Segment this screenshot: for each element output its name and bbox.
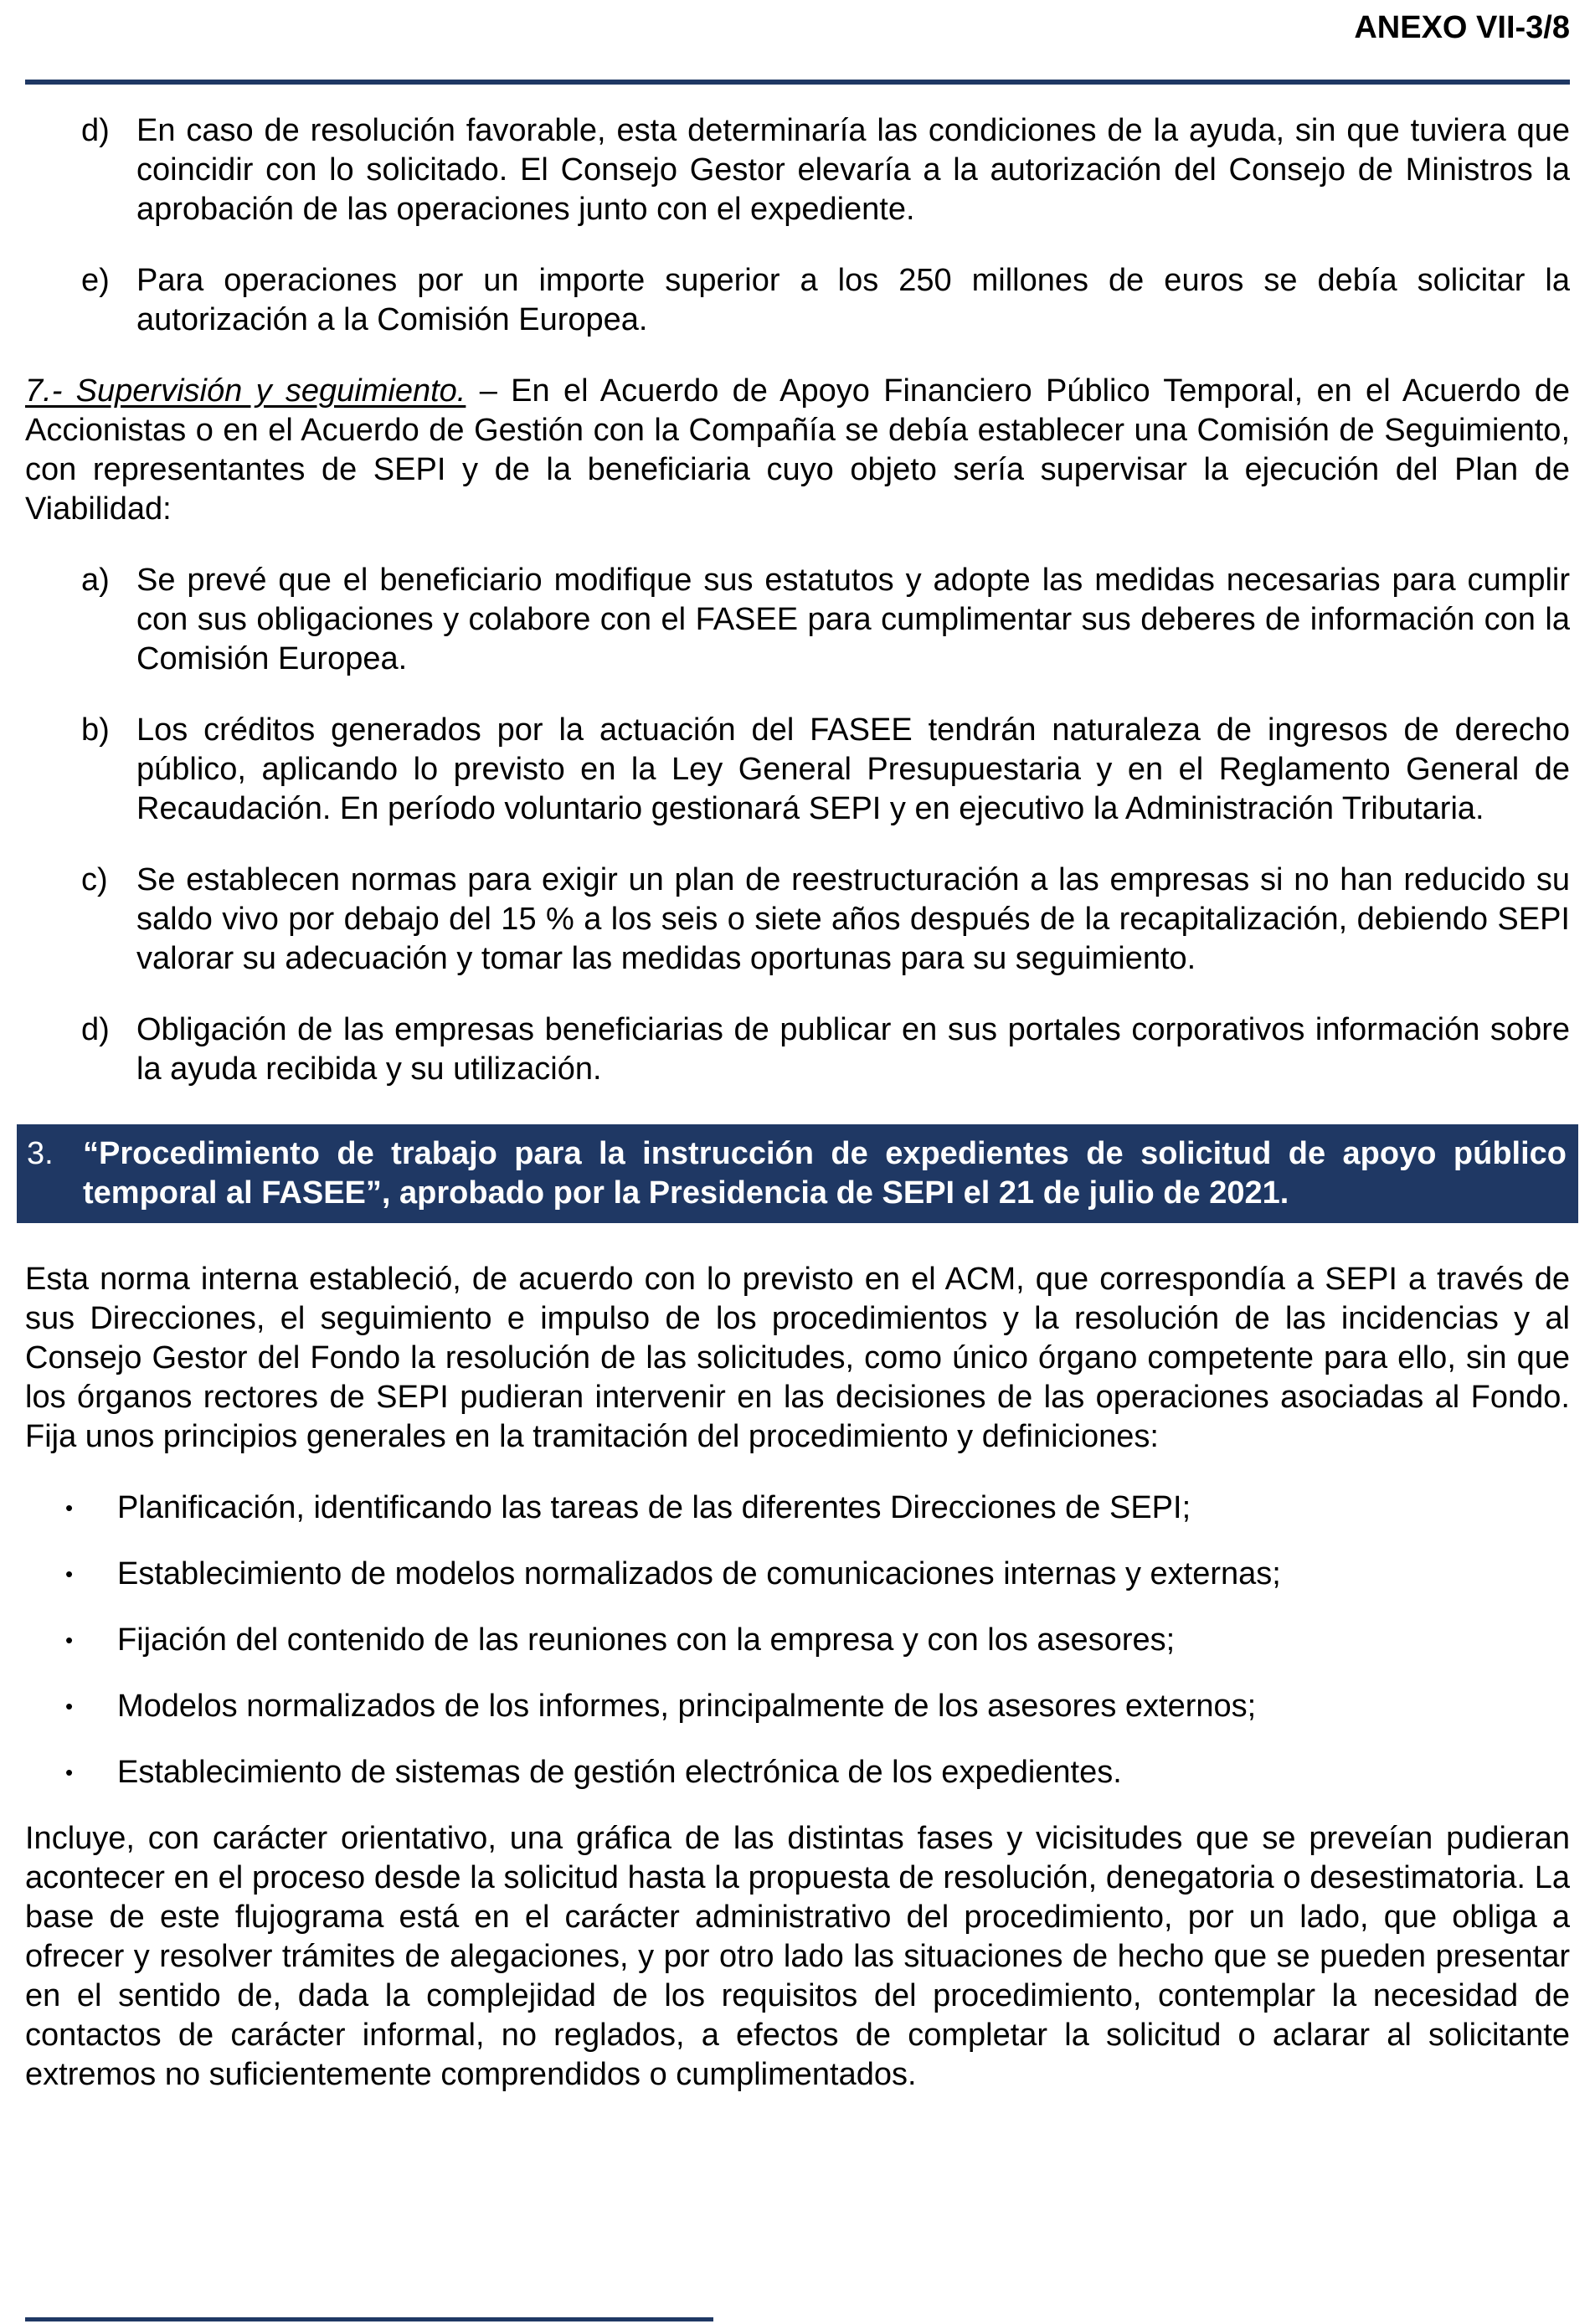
- bullet-item: [25, 1687, 1570, 1726]
- list-text: Obligación de las empresas beneficiarias de publicar en sus portales corporativos información sobre la ayuda recibida y su utilización.: [136, 1012, 1570, 1087]
- list-item-e: [25, 261, 1570, 340]
- bullet-icon: •: [65, 1627, 74, 1653]
- list-item-b: [25, 711, 1570, 829]
- banner-title-rest: , aprobado por la Presidencia de SEPI el 21 de julio de 2021.: [381, 1175, 1289, 1211]
- list-marker: e): [81, 263, 110, 298]
- list-marker: d): [81, 113, 110, 148]
- list-marker: d): [81, 1012, 110, 1047]
- bullet-text: Establecimiento de modelos normalizados de comunicaciones internas y externas;: [117, 1556, 1281, 1591]
- bullet-text: Modelos normalizados de los informes, principalmente de los asesores externos;: [117, 1689, 1257, 1724]
- list-text: Se prevé que el beneficiario modifique sus estatutos y adopte las medidas necesarias para cumplir con sus obligaciones y colabore con el FASEE para cumplimentar sus deberes de información con la Comisión Europea.: [136, 563, 1570, 676]
- bullet-icon: •: [65, 1561, 74, 1586]
- list-item-c: [25, 861, 1570, 979]
- footer-rule: [25, 2317, 713, 2321]
- banner-title: [83, 1134, 1567, 1213]
- final-paragraph: Incluye, con carácter orientativo, una gráfica de las distintas fases y vicisitudes que se preveían pudieran acontecer en el proceso desde la solicitud hasta la propuesta de resolución, denegatoria o desestimatoria. La base de este flujograma está en el carácter administrativo del procedimiento, por un lado, que obliga a ofrecer y resolver trámites de alegaciones, y por otro lado las situaciones de hecho que se pueden presentar en el sentido de, dada la complejidad de los requisitos del procedimiento, contemplar la necesidad de contactos de carácter informal, no reglados, a efectos de completar la solicitud o aclarar al solicitante extremos no suficientemente comprendidos o cumplimentados.: [25, 1821, 1570, 2092]
- bullet-text: Establecimiento de sistemas de gestión electrónica de los expedientes.: [117, 1755, 1122, 1790]
- annex-label: ANEXO VII-3/8: [1354, 10, 1570, 45]
- bullet-text: Planificación, identificando las tareas de las diferentes Direcciones de SEPI;: [117, 1490, 1191, 1525]
- section-7-separator: –: [466, 373, 512, 409]
- list-marker: c): [81, 862, 108, 897]
- list-item-d2: [25, 1010, 1570, 1089]
- page-header: [25, 0, 1570, 48]
- list-item-d: [25, 111, 1570, 229]
- section-7-heading: 7.- Supervisión y seguimiento.: [25, 373, 466, 409]
- list-text: Los créditos generados por la actuación del FASEE tendrán naturaleza de ingresos de derecho público, aplicando lo previsto en la Ley General Presupuestaria y en el Reglamento General de Recaudación. En período voluntario gestionará SEPI y en ejecutivo la Administración Tributaria.: [136, 712, 1570, 826]
- section-7-body: En el Acuerdo de Apoyo Financiero Público Temporal, en el Acuerdo de Accionistas o en el Acuerdo de Gestión con la Compañía se debía establecer una Comisión de Seguimiento, con representantes de SEPI y de la beneficiaria cuyo objeto sería supervisar la ejecución del Plan de Viabilidad:: [25, 373, 1571, 527]
- bullet-item: [25, 1753, 1570, 1792]
- list-marker: b): [81, 712, 110, 748]
- bullet-icon: •: [65, 1760, 74, 1785]
- norm-paragraph: Esta norma interna estableció, de acuerdo con lo previsto en el ACM, que correspondía a SEPI a través de sus Direcciones, el seguimiento e impulso de los procedimientos y la resolución de las incidencias y al Consejo Gestor del Fondo la resolución de las solicitudes, como único órgano competente para ello, sin que los órganos rectores de SEPI pudieran intervenir en las decisiones de las operaciones asociadas al Fondo. Fija unos principios generales en la tramitación del procedimiento y definiciones:: [25, 1262, 1570, 1454]
- banner-number: 3.: [27, 1136, 54, 1171]
- list-text: Para operaciones por un importe superior a los 250 millones de euros se debía solicitar la autorización a la Comisión Europea.: [136, 263, 1570, 337]
- section-3-banner: [17, 1124, 1578, 1223]
- header-rule: [25, 80, 1570, 85]
- bullet-icon: •: [65, 1495, 74, 1520]
- list-text: En caso de resolución favorable, esta determinaría las condiciones de la ayuda, sin que tuviera que coincidir con lo solicitado. El Consejo Gestor elevaría a la autorización del Consejo de Ministros la aprobación de las operaciones junto con el expediente.: [136, 113, 1570, 227]
- bullet-item: [25, 1621, 1570, 1660]
- list-marker: a): [81, 563, 110, 598]
- list-text: Se establecen normas para exigir un plan de reestructuración a las empresas si no han reducido su saldo vivo por debajo del 15 % a los seis o siete años después de la recapitalización, debiendo SEPI valorar su adecuación y tomar las medidas oportunas para su seguimiento.: [136, 862, 1570, 976]
- bullet-text: Fijación del contenido de las reuniones con la empresa y con los asesores;: [117, 1622, 1176, 1658]
- list-item-a: [25, 561, 1570, 679]
- bullet-item: [25, 1555, 1570, 1594]
- section-7-paragraph: [25, 372, 1570, 529]
- bullet-icon: •: [65, 1694, 74, 1719]
- banner-title-quoted: “Procedimiento de trabajo para la instrucción de expedientes de solicitud de apoyo público temporal al FASEE”: [83, 1136, 1567, 1211]
- bullet-item: [25, 1488, 1570, 1528]
